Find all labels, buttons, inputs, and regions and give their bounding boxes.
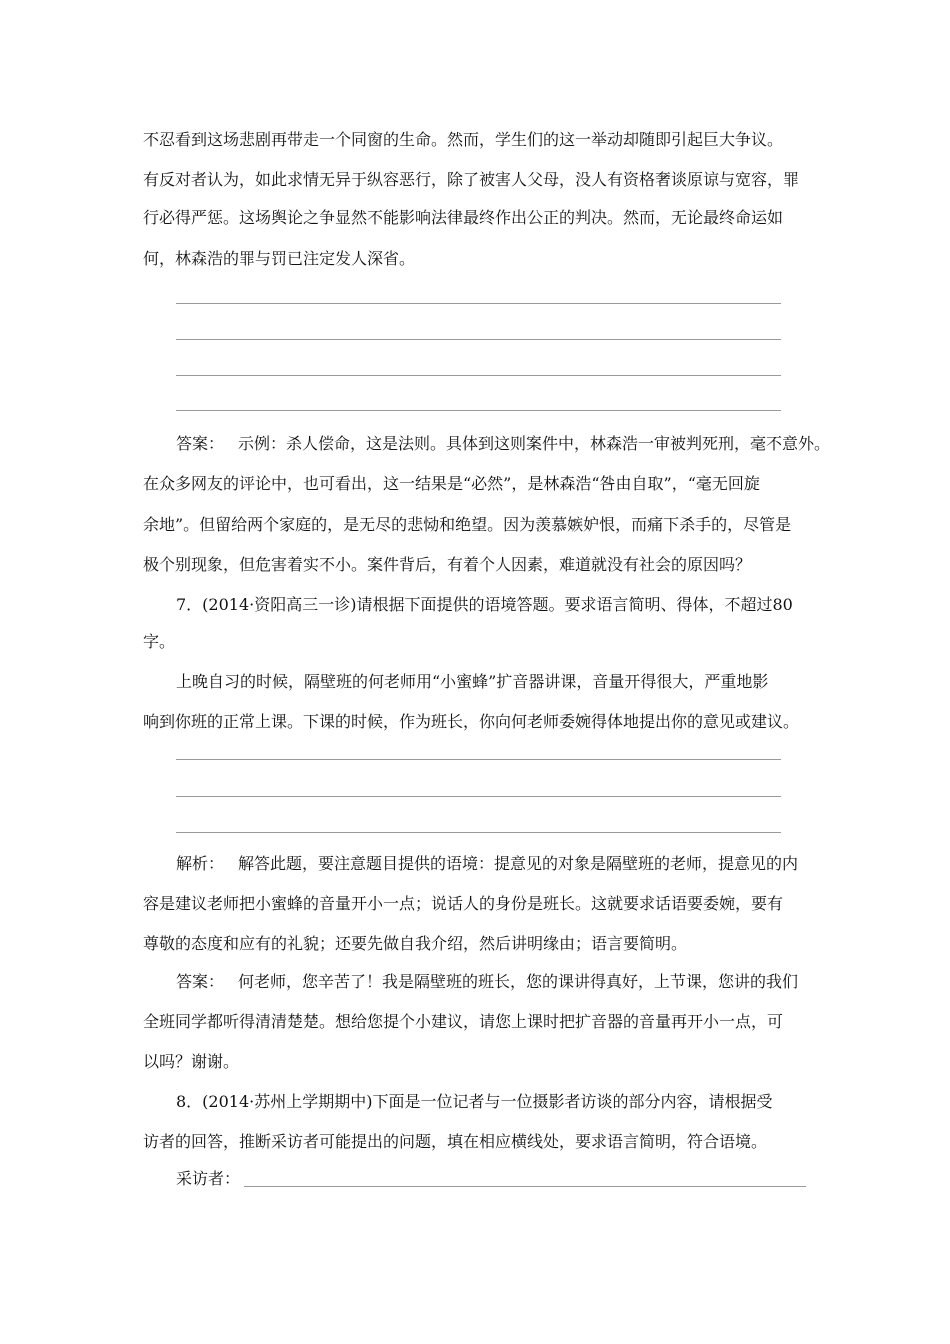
analysis-text: 容是建议老师把小蜜蜂的音量开小一点；说话人的身份是班长。这就要求话语要委婉，要有 <box>143 894 784 913</box>
answer-blank-line[interactable] <box>176 796 781 797</box>
answer-blank-line[interactable] <box>176 832 781 833</box>
answer-blank-line[interactable] <box>176 339 781 340</box>
answer-text: 余地”。但留给两个家庭的，是无尽的悲恸和绝望。因为羡慕嫉妒恨，而痛下杀手的，尽管是 <box>143 515 792 534</box>
answer-text: 在众多网友的评论中，也可看出，这一结果是“必然”，是林森浩“咎由自取”，“毫无回旋 <box>143 474 760 493</box>
interviewer-label: 采访者： <box>176 1169 241 1188</box>
answer-label: 答案： <box>176 972 225 991</box>
answer-blank-line[interactable] <box>176 410 781 411</box>
paragraph-text: 不忍看到这场悲剧再带走一个同窗的生命。然而，学生们的这一举动却随即引起巨大争议。 <box>143 130 784 149</box>
question-text: 8．(2014·苏州上学期期中)下面是一位记者与一位摄影者访谈的部分内容，请根据受 <box>176 1092 773 1111</box>
context-text: 响到你班的正常上课。下课的时候，作为班长，你向何老师委婉得体地提出你的意见或建议。 <box>143 712 800 731</box>
paragraph-text: 何，林森浩的罪与罚已注定发人深省。 <box>143 249 416 268</box>
analysis-label: 解析： <box>176 854 225 873</box>
question-text: 字。 <box>143 632 176 651</box>
answer-blank-line[interactable] <box>176 303 781 304</box>
answer-label: 答案： <box>176 434 225 453</box>
interviewer-blank-line[interactable] <box>244 1186 806 1187</box>
answer-text: 示例：杀人偿命，这是法则。具体到这则案件中，林森浩一审被判死刑，毫不意外。 <box>238 434 831 453</box>
paragraph-text: 行必得严惩。这场舆论之争显然不能影响法律最终作出公正的判决。然而，无论最终命运如 <box>143 208 784 227</box>
answer-text: 全班同学都听得清清楚楚。想给您提个小建议，请您上课时把扩音器的音量再开小一点，可 <box>143 1012 784 1031</box>
answer-text: 何老师，您辛苦了！我是隔壁班的班长，您的课讲得真好，上节课，您讲的我们 <box>238 972 799 991</box>
question-text: 访者的回答，推断采访者可能提出的问题，填在相应横线处，要求语言简明，符合语境。 <box>143 1132 768 1151</box>
answer-blank-line[interactable] <box>176 375 781 376</box>
answer-text: 以吗？谢谢。 <box>143 1052 240 1071</box>
answer-text: 极个别现象，但危害着实不小。案件背后，有着个人因素，难道就没有社会的原因吗？ <box>143 555 752 574</box>
analysis-text: 解答此题，要注意题目提供的语境：提意见的对象是隔壁班的老师，提意见的内 <box>238 854 799 873</box>
answer-blank-line[interactable] <box>176 759 781 760</box>
paragraph-text: 有反对者认为，如此求情无异于纵容恶行，除了被害人父母，没人有资格奢谈原谅与宽容，罪 <box>143 170 800 189</box>
analysis-text: 尊敬的态度和应有的礼貌；还要先做自我介绍，然后讲明缘由；语言要简明。 <box>143 934 688 953</box>
context-text: 上晚自习的时候，隔壁班的何老师用“小蜜蜂”扩音器讲课，音量开得很大，严重地影 <box>176 672 769 691</box>
question-text: 7．(2014·资阳高三一诊)请根据下面提供的语境答题。要求语言简明、得体，不超过80 <box>176 595 793 614</box>
